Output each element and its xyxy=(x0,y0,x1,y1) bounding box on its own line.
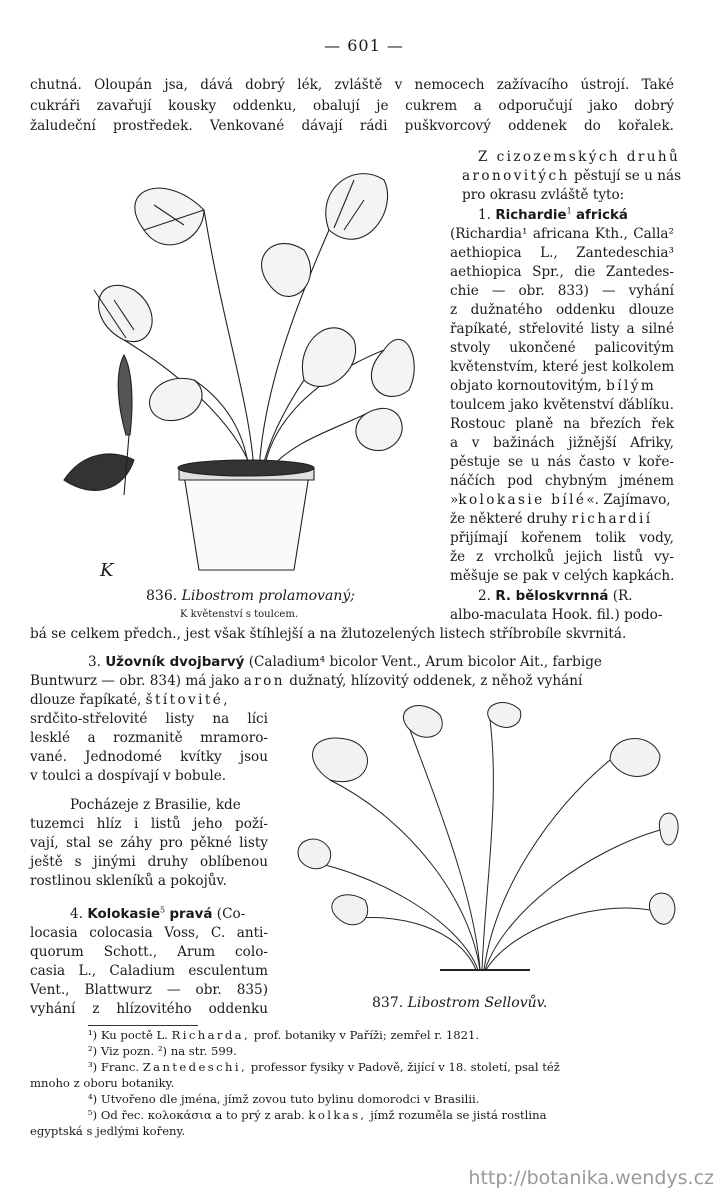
quote-open: » xyxy=(450,492,459,508)
sec4-line: Vent., Blattwurz — obr. 835) xyxy=(30,982,268,998)
footnote-text: Viz pozn. ²) na str. 599. xyxy=(100,1044,237,1058)
col1-line: aethiopica L., Zantedeschia³ xyxy=(450,245,674,261)
sec4-heading xyxy=(70,905,245,924)
col1-lead2-rest: pěstují se u nás xyxy=(574,168,682,184)
kolokasie-spaced: kolokasie bílé xyxy=(458,492,587,508)
footnote-text: jímž rozuměla se jistá rostlina xyxy=(370,1108,547,1122)
footnote-text: Utvořeno dle jména, jímž zovou tuto bylinu domorodci v Brasilii. xyxy=(100,1092,480,1106)
nektere-text: že některé druhy xyxy=(450,511,568,527)
col1-line-kolokasie xyxy=(450,491,671,510)
col1-line: řapíkaté, střelovité listy a silné xyxy=(450,321,674,337)
kolokasie-tail: «. Zajímavo, xyxy=(586,492,671,508)
footnote-spaced: Richarda, xyxy=(171,1028,251,1042)
r2-tail: (R. xyxy=(612,588,633,604)
sec3-para2-line: vají, stal se záhy pro pěkné listy xyxy=(30,835,268,851)
richardie-title: Richardie xyxy=(495,208,567,223)
col1-line: a v bažinách jižnější Afriky, xyxy=(450,435,674,451)
sec3-line-2 xyxy=(30,672,674,691)
footnote-1 xyxy=(88,1028,479,1043)
richardie-sup: 1 xyxy=(566,206,572,216)
figure-836-title: Libostrom prolamovaný; xyxy=(181,588,355,604)
col1-lead-1: Z cizozemských druhů xyxy=(478,149,681,165)
figure-836-caption xyxy=(146,588,355,604)
sec4-sup: 5 xyxy=(160,905,166,915)
sec3-line2-a: Buntwurz — obr. 834) má jako xyxy=(30,673,240,689)
col1-line: toulcem jako květenství ďáblíku. xyxy=(450,397,674,413)
sec3-para2-line: rostlinou skleníků a pokojův. xyxy=(30,873,227,889)
r2-heading xyxy=(478,587,633,606)
intro-line-2: cukráři zavařují kousky oddenku, obalují je cukrem a odporučují jako dobrý xyxy=(30,98,674,114)
footnote-5 xyxy=(88,1108,546,1123)
footnote-mark: ⁵) xyxy=(88,1108,98,1122)
col1-line: že z vrcholků jejich listů vy- xyxy=(450,549,674,565)
r2-line-2: albo-maculata Hook. fil.) podo- xyxy=(450,607,663,623)
col1-line: náčích pod chybným jménem xyxy=(450,473,674,489)
sec4-line: quorum Schott., Arum colo- xyxy=(30,944,268,960)
richardie-heading xyxy=(478,206,628,225)
footnote-text: Franc. xyxy=(100,1060,140,1074)
intro-line-1: chutná. Oloupán jsa, dává dobrý lék, zvláště v nemocech zažívacího ústrojí. Také xyxy=(30,77,674,93)
sec4-line: locasia colocasia Voss, C. anti- xyxy=(30,925,268,941)
figure-837-num: 837. xyxy=(372,995,404,1011)
footnote-separator xyxy=(88,1025,198,1026)
sec3-line2-spaced: aron xyxy=(243,673,285,689)
sec4-line: casia L., Caladium esculentum xyxy=(30,963,268,979)
footnote-text: professor fysiky v Padově, žijící v 18. století, psal též xyxy=(250,1060,560,1074)
col1-line: z dužnatého oddenku dlouze xyxy=(450,302,674,318)
footnote-5-cont xyxy=(30,1124,185,1139)
sec3-line: vané. Jednodomé kvítky jsou xyxy=(30,749,268,765)
figure-836-illustration xyxy=(54,150,424,590)
sec3-line3-spaced: štítovité, xyxy=(145,692,230,708)
sec3-line-1 xyxy=(88,653,674,672)
sec3-num: 3. xyxy=(88,654,101,670)
figure-837-illustration xyxy=(290,700,680,990)
sec3-para2-line: ještě s jinými druhy oblíbenou xyxy=(30,854,268,870)
col1-line-objato xyxy=(450,377,674,396)
footnote-4 xyxy=(88,1092,479,1107)
sec3-para2-line: Pocházeje z Brasilie, kde xyxy=(70,797,241,813)
sec3-line: srdčito-střelovité listy na líci xyxy=(30,711,268,727)
col1-line: stvoly ukončené palicovitým xyxy=(450,340,674,356)
col1-lead-3: pro okrasu zvláště tyto: xyxy=(462,187,625,203)
sec4-title2: pravá xyxy=(169,907,213,922)
col1-line: přijímají kořenem tolik vody, xyxy=(450,530,674,546)
sec3-line-3 xyxy=(30,691,230,710)
footnote-text: Od řec. κολοκάσια a to prý z arab. xyxy=(100,1108,305,1122)
sec3-title: Užovník dvojbarvý xyxy=(105,655,245,670)
figure-837-caption xyxy=(372,995,547,1011)
sec3-line3-a: dlouze řapíkaté, xyxy=(30,692,142,708)
sec3-line2-b: dužnatý, hlízovitý oddenek, z něhož vyhání xyxy=(289,673,583,689)
sec4-tail: (Co- xyxy=(216,906,246,922)
footnote-mark: ⁴) xyxy=(88,1092,98,1106)
footnote-text: prof. botaniky v Paříži; zemřel r. 1821. xyxy=(253,1028,480,1042)
bily-spaced: bílým xyxy=(606,378,657,394)
figure-836-num: 836. xyxy=(146,588,178,604)
sec3-para2-line: tuzemci hlíz i listů jeho poží- xyxy=(30,816,268,832)
sec3-line1-rest: (Caladium⁴ bicolor Vent., Arum bicolor Ait., farbige xyxy=(248,654,602,670)
r2-line-3: bá se celkem předch., jest však štíhlejší a na žlutozelených listech stříbrobíle skvrnitá. xyxy=(30,626,627,642)
col1-lead-2 xyxy=(462,167,682,186)
footnote-mark: ³) xyxy=(88,1060,98,1074)
richardie-num: 1. xyxy=(478,207,491,223)
watermark-url: http://botanika.wendys.cz xyxy=(468,1167,714,1189)
footnote-3 xyxy=(88,1060,560,1075)
footnote-spaced: kolkas, xyxy=(308,1108,367,1122)
col1-line: aethiopica Spr., die Zantedes- xyxy=(450,264,674,280)
col1-line: Rostouc planě na březích řek xyxy=(450,416,674,432)
r2-num: 2. xyxy=(478,588,491,604)
footnote-3-cont xyxy=(30,1076,174,1091)
col1-line: měšuje se pak v celých kapkách. xyxy=(450,568,675,584)
sec4-title: Kolokasie xyxy=(87,907,161,922)
footnote-mark: ¹) xyxy=(88,1028,98,1042)
footnote-text: mnoho z oboru botaniky. xyxy=(30,1076,175,1090)
footnote-text: Ku poctě L. xyxy=(100,1028,168,1042)
footnote-2 xyxy=(88,1044,237,1059)
col1-line: (Richardia¹ africana Kth., Calla² xyxy=(450,226,674,242)
sec4-num: 4. xyxy=(70,906,83,922)
footnote-spaced: Zantedeschi, xyxy=(142,1060,248,1074)
r2-title: R. běloskvrnná xyxy=(495,589,609,604)
footnote-text: egyptská s jedlými kořeny. xyxy=(30,1124,186,1138)
col1-line: květenstvím, které jest kolkolem xyxy=(450,359,675,375)
intro-line-3: žaludeční prostředek. Venkované dávají rádi puškvorcový oddenek do kořalek. xyxy=(30,118,674,134)
footnote-mark: ²) xyxy=(88,1044,98,1058)
richardii-spaced: richardií xyxy=(571,511,653,527)
sec4-line: vyhání z hlízovitého oddenku xyxy=(30,1001,268,1017)
figure-837-title: Libostrom Sellovův. xyxy=(407,995,548,1011)
col1-line-richardii xyxy=(450,510,652,529)
richardie-title2: africká xyxy=(576,208,628,223)
objato-text: objato kornoutovitým, xyxy=(450,378,602,394)
col1-line: pěstuje se u nás často v kořе- xyxy=(450,454,674,470)
sec3-line: lesklé a rozmanitě mramoro- xyxy=(30,730,268,746)
sec3-line: v toulci a dospívají v bobule. xyxy=(30,768,227,784)
col1-line: chie — obr. 833) — vyhání xyxy=(450,283,674,299)
figure-836-small-caption: K květenství s toulcem. xyxy=(180,609,298,620)
figure-836-letter: K xyxy=(100,560,114,581)
col1-lead2-spaced: aronovitých xyxy=(462,168,570,184)
page-number: — 601 — xyxy=(324,36,404,55)
